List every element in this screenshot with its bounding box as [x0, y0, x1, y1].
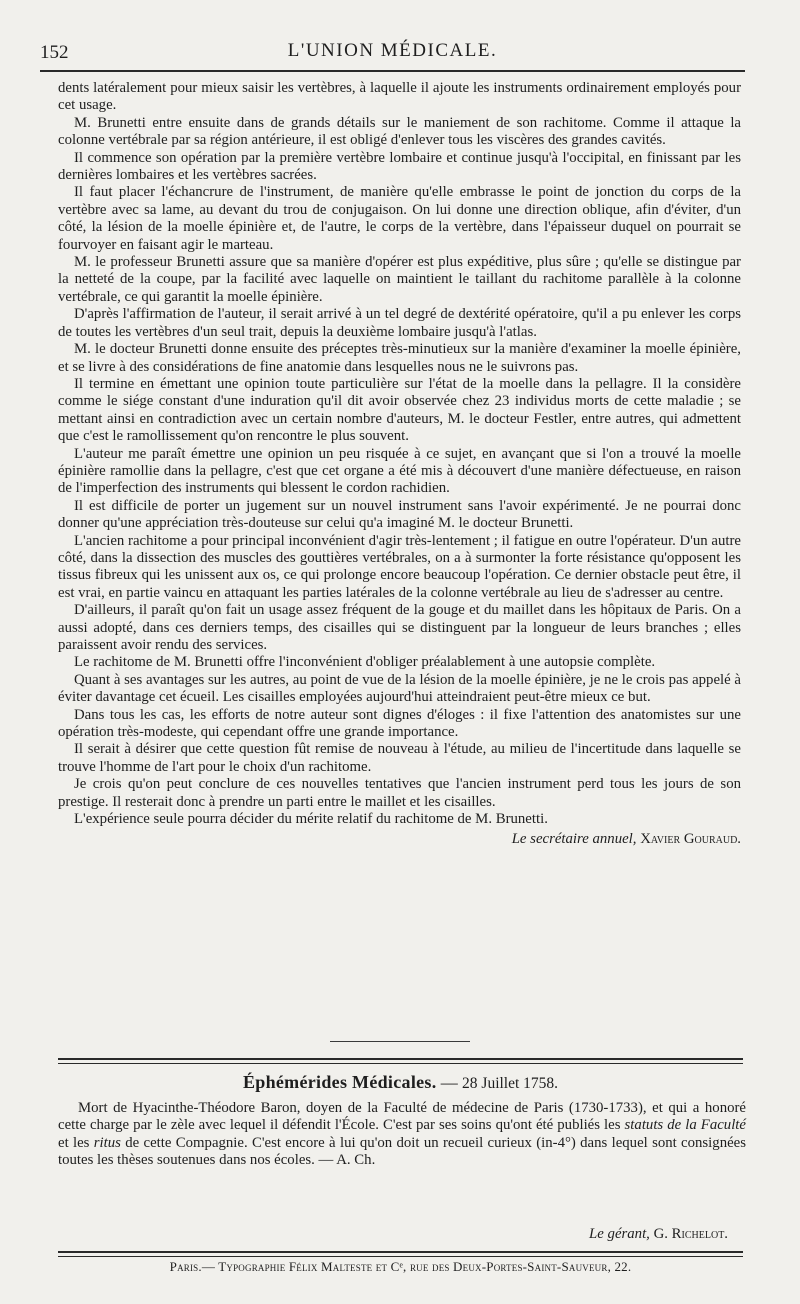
ephemerides-separator: —: [440, 1073, 458, 1092]
article-paragraph: Le rachitome de M. Brunetti offre l'inconvénient d'obliger préalablement à une autopsie complète.: [74, 654, 656, 671]
article-paragraph: Il termine en émettant une opinion toute particulière sur l'état de la moelle dans la pellagre. Il la considère comme le siége constant d'une induration qu'il dit avoir observée chez 23 individus morts de cette maladie ; se mettant ainsi en contradiction avec un certain nombre d'auteurs, M. le docteur Festler, entre autres, qui admettent que c'est le ramollissement qu'on rencontre le plus souvent.: [58, 375, 741, 445]
ephemerides-italic-1: statuts de la Faculté: [624, 1117, 746, 1134]
gerant-role: Le gérant,: [589, 1226, 650, 1242]
article-paragraph: Dans tous les cas, les efforts de notre auteur sont dignes d'éloges : il fixe l'attention des anatomistes sur une opération très-modeste, qui cependant offre une grande importance.: [58, 706, 741, 741]
article-paragraph: D'après l'affirmation de l'auteur, il serait arrivé à un tel degré de dextérité opératoire, qu'il a pu enlever les corps de toutes les vertèbres d'un seul trait, depuis la deuxième lombaire jusqu'à l'atlas.: [58, 306, 741, 340]
page-header: [40, 36, 745, 68]
article-paragraph: M. le docteur Brunetti donne ensuite des préceptes très-minutieux sur la manière d'examiner la moelle épinière, et se livre à des considérations de fine anatomie dans lesquelles nous ne le suivrons pas.: [58, 341, 741, 375]
ephemerides-body: [58, 1100, 746, 1170]
ephemerides-text-2: et les: [58, 1134, 94, 1151]
ephemerides-title: Éphémérides Médicales.: [242, 1072, 437, 1092]
article-paragraph: Il faut placer l'échancrure de l'instrument, de manière qu'elle embrasse le point de jonction du corps de la vertèbre avec sa lame, au devant du trou de conjugaison. On lui donne une direction oblique, afin d'éviter, d'un côté, la lésion de la moelle épinière et, de l'autre, le corps de la vertèbre, dans l'épaisseur duquel on pourrait se fourvoyer en faisant agir le marteau.: [58, 184, 741, 253]
footer-rule: [58, 1251, 743, 1257]
gerant-signature: [58, 1226, 728, 1243]
article-signature: [58, 831, 741, 848]
ephemerides-text-1: Mort de Hyacinthe-Théodore Baron, doyen de la Faculté de médecine de Paris (1730-1733), et qui a honoré cette charge par le zèle avec lequel il défendit l'École. C'est par ses soins qu'ont été publiés les: [58, 1100, 746, 1134]
article-paragraph: L'ancien rachitome a pour principal inconvénient d'agir très-lentement ; il fatigue en outre l'opérateur. D'un autre côté, dans la dissection des muscles des gouttières vertébrales, on a à surmonter la forte résistance qu'opposent les tissus fibreux qui les unissent aux os, ce qui prolonge encore beaucoup l'opération. Ce dernier obstacle peut être, il est vrai, en partie vaincu en attaquant les parties latérales de la colonne vertébrale au lieu de s'adresser au centre.: [58, 532, 741, 601]
printer-imprint: Paris.— Typographie Félix Malteste et Cᵉ, rue des Deux-Portes-Saint-Sauveur, 22.: [169, 1259, 632, 1274]
page-number: 152: [40, 42, 69, 63]
article-paragraph: Il est difficile de porter un jugement sur un nouvel instrument sans l'avoir expérimenté. Je ne pourrai donc donner qu'une appréciation très-douteuse sur celui qu'a imaginé M. le docteur Brunetti.: [58, 497, 741, 532]
article-end-rule: [330, 1041, 470, 1042]
ephemerides-date: 28 Juillet 1758.: [462, 1075, 559, 1092]
article-body: [58, 80, 741, 849]
signature-name: Xavier Gouraud.: [640, 831, 741, 848]
article-paragraph: L'auteur me paraît émettre une opinion un peu risquée à ce sujet, en avançant que si l'on a trouvé la moelle épinière ramollie dans la pellagre, c'est que cet organe a été mis à découvert d'une manière défectueuse, en raison de l'imperfection des instruments qui blessent le cordon rachidien.: [58, 445, 741, 497]
header-rule: [40, 70, 745, 72]
ephemerides-heading: [58, 1072, 743, 1093]
ephemerides-text-3: de cette Compagnie. C'est encore à lui qu'on doit un recueil curieux (in-4°) dans lequel sont consignées toutes les thèses soutenues dans nos écoles. — A. Ch.: [58, 1134, 746, 1169]
article-paragraph: Quant à ses avantages sur les autres, au point de vue de la lésion de la moelle épinière, je ne le crois pas appelé à éviter davantage cet écueil. Les cisailles employées aujourd'hui atteindraient peut-être mieux ce but.: [58, 671, 741, 706]
article-paragraph: L'expérience seule pourra décider du mérite relatif du rachitome de M. Brunetti.: [74, 811, 548, 828]
article-paragraph: M. le professeur Brunetti assure que sa manière d'opérer est plus expéditive, plus sûre ; qu'elle se distingue par la netteté de la coupe, par la facilité avec laquelle on maintient le taillant du rachitome parallèle à la colonne vertébrale, ce qui garantit la moelle épinière.: [58, 254, 741, 305]
journal-title: L'UNION MÉDICALE.: [287, 40, 498, 61]
article-paragraph: Il serait à désirer que cette question fût remise de nouveau à l'étude, au milieu de l'incertitude dans laquelle se trouve l'homme de l'art pour le choix d'un rachitome.: [58, 741, 741, 775]
ephemerides-italic-2: ritus: [93, 1134, 121, 1151]
section-divider: [58, 1058, 743, 1064]
gerant-name: G. Richelot.: [653, 1226, 728, 1242]
signature-role: Le secrétaire annuel,: [511, 831, 637, 848]
article-paragraph: Il commence son opération par la première vertèbre lombaire et continue jusqu'à l'occipital, en finissant par les dernières lombaires et les vertèbres sacrées.: [58, 149, 741, 184]
article-paragraph: D'ailleurs, il paraît qu'on fait un usage assez fréquent de la gouge et du maillet dans les hôpitaux de Paris. On a aussi adopté, dans ces derniers temps, des cisailles qui se distinguent par la longueur de leurs branches ; elles paraissent avoir rendu des services.: [58, 602, 741, 653]
article-paragraph: dents latéralement pour mieux saisir les vertèbres, à laquelle il ajoute les instruments ordinairement employés pour cet usage.: [58, 80, 741, 114]
article-paragraph: M. Brunetti entre ensuite dans de grands détails sur le maniement de son rachitome. Comme il attaque la colonne vertébrale par sa région antérieure, il est obligé d'enlever tous les viscères des grandes cavités.: [58, 114, 741, 149]
ephemerides-paragraph: [58, 1100, 746, 1170]
article-paragraph: Je crois qu'on peut conclure de ces nouvelles tentatives que l'ancien instrument perd tous les jours de son prestige. Il resterait donc à prendre un parti entre le maillet et les cisailles.: [58, 776, 741, 810]
